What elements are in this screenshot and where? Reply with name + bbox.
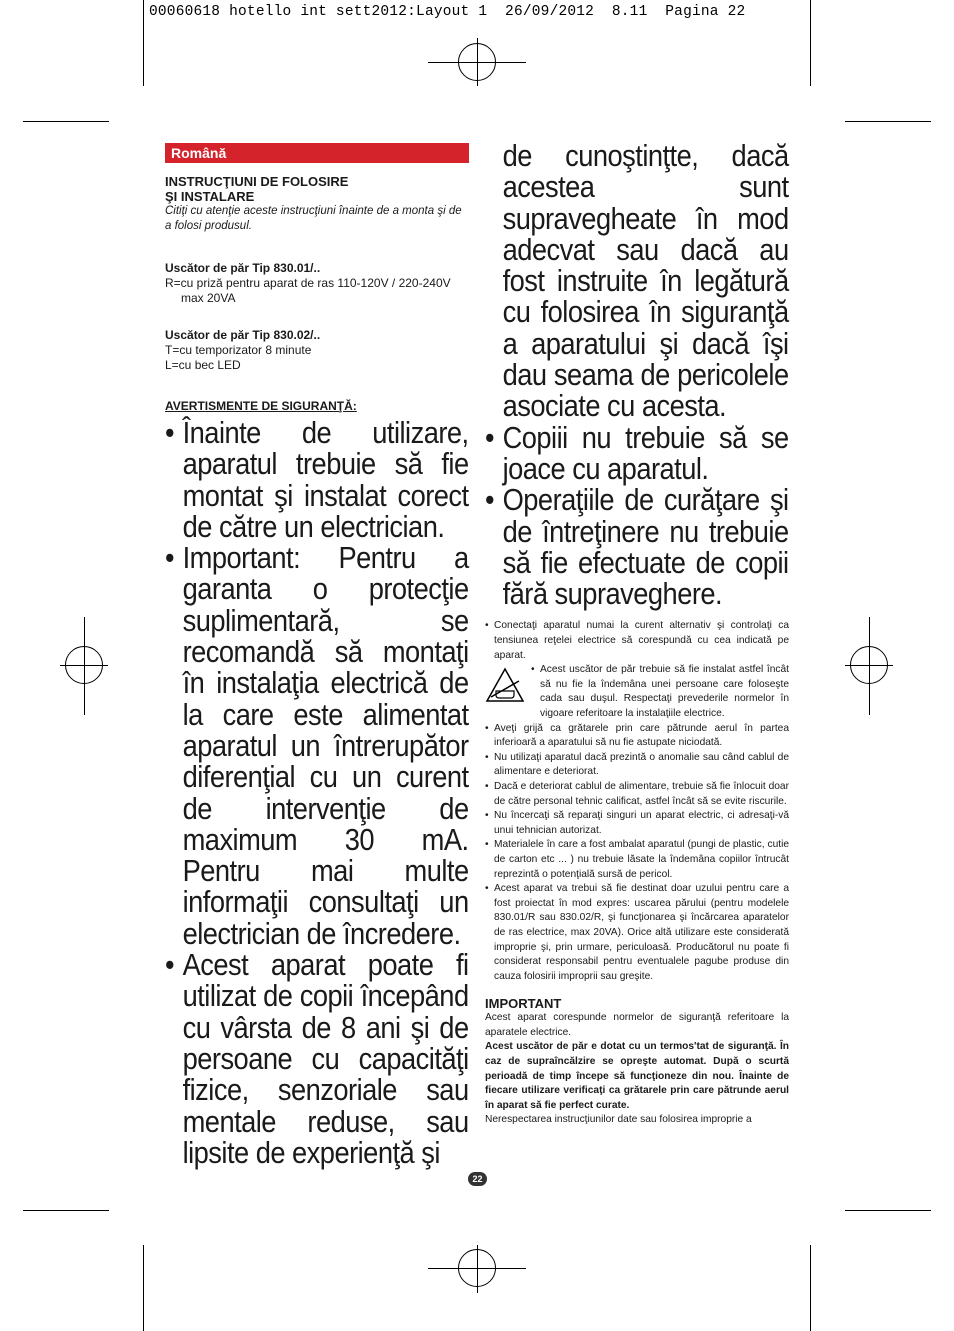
- list-item: • Nu utilizaţi aparatul dacă prezintă o anomalie sau când cablul de alimentare e deteriorat.: [485, 751, 789, 778]
- crop-mark: [845, 121, 931, 122]
- model-1-title: Uscător de păr Tip 830.01/..: [165, 261, 321, 275]
- right-column: [485, 140, 789, 1128]
- crop-mark: [810, 0, 811, 86]
- small-bullet-list: [485, 619, 789, 984]
- crop-mark: [23, 121, 109, 122]
- print-slug: 00060618 hotello int sett2012:Layout 1 26/09/2012 8.11 Pagina 22: [149, 4, 746, 20]
- important-bold-text: Acest uscător de păr e dotat cu un termos'tat de siguranţă. În caz de supraîncălzire se opreşte automat. După o scurtă perioadă de timp începe să funcţioneze din nou. Înainte de fiecare utilizare verificaţi ca grătarele prin care pătrunde aerul în aparat să fie perfect curate.: [485, 1041, 789, 1111]
- crop-mark: [143, 0, 144, 86]
- last-line: Nerespectarea instrucţiunilor date sau folosirea improprie a: [485, 1114, 752, 1126]
- model-1-line: R=cu priză pentru aparat de ras 110-120V / 220-240V: [165, 276, 451, 290]
- list-item: • Copiii nu trebuie să se joace cu aparatul.: [485, 419, 789, 486]
- big-bullet-list: [165, 417, 469, 1168]
- list-item: • Conectaţi aparatul numai la curent alternativ şi controlaţi ca tensiunea reţelei electrice să corespundă cu cea indicată pe aparat.: [485, 620, 789, 661]
- list-item: • Acest uscător de păr trebuie să fie instalat astfel încât să nu fie la îndemâna unei persoane care foloseşte cada sau duşul. Respectaţi prevederile normelor în vigoare referitoare la instalaţiile electrice.: [485, 663, 789, 721]
- left-column: [165, 143, 469, 1168]
- list-item: • Important: Pentru a garanta o protecţie suplimentară, se recomandă să montaţi în instalaţia electrică de la care este alimentat aparatul un întrerupător diferenţial cu un curent de intervenţie de maximum 30 mA. Pentru mai multe informaţii consultaţi un electrician de încredere.: [165, 540, 469, 951]
- section-title: INSTRUCŢIUNI DE FOLOSIRE ŞI INSTALARE: [165, 174, 349, 204]
- list-item: • Aveţi grijă ca grătarele prin care pătrunde aerul în partea inferioară a aparatului să nu fie astupate niciodată.: [485, 722, 789, 749]
- model-2-line: L=cu bec LED: [165, 358, 241, 372]
- warnings-title: AVERTISMENTE DE SIGURANŢĂ:: [165, 399, 357, 413]
- list-item: • Nu încercaţi să reparaţi singuri un aparat electric, ci adresaţi-vă unui tehnician autorizat.: [485, 810, 789, 836]
- list-item: • Acest aparat poate fi utilizat de copii începând cu vârsta de 8 ani şi de persoane cu capacităţi fizice, senzoriale sau mentale reduse, sau lipsite de experienţă şi: [165, 947, 469, 1170]
- list-item: • Înainte de utilizare, aparatul trebuie să fie montat şi instalat corect de către un electrician.: [165, 415, 469, 544]
- model-2-title: Uscător de păr Tip 830.02/..: [165, 328, 321, 342]
- big-bullet-list: [485, 138, 789, 612]
- list-item: de cunoştinţte, dacă acestea sunt supravegheate în mod adecvat sau dacă au fost instruite în legătură cu folosirea în siguranţă a aparatului şi dacă îşi dau seama de pericolele asociate cu acesta.: [502, 138, 789, 424]
- list-item: • Materialele în care a fost ambalat aparatul (pungi de plastic, cutie de carton etc ... ) nu trebuie lăsate la îndemâna copiilor întrucât reprezintă o potenţială sursă de pericol.: [485, 839, 789, 880]
- language-label: Română: [165, 143, 469, 163]
- page-number: 22: [468, 1172, 487, 1186]
- list-item: • Dacă e deteriorat cablul de alimentare, trebuie să fie înlocuit doar de către personal tehnic calificat, astfel încât să se evite riscurile.: [485, 780, 789, 807]
- important-title: IMPORTANT: [485, 996, 562, 1012]
- list-item: • Acest aparat va trebui să fie destinat doar uzului pentru care a fost proiectat în mod expres: uscarea părului (pentru modelele 830.01/R sau 830.02/R, şi funcţionarea şi încărcarea aparatelor de ras electrice, max 20VA). Orice altă utilizare este considerată improprie şi, prin urmare, periculoasă. Producătorul nu poate fi considerat responsabil pentru eventualele pagube produse din cauza folosirii improprii sau greşite.: [485, 883, 789, 982]
- list-item: • Operaţiile de curăţare şi de întreţinere nu trebuie să fie efectuate de copii fără supraveghere.: [485, 482, 789, 612]
- important-text: Acest aparat corespunde normelor de siguranţă referitoare la aparatele electrice.: [485, 1012, 789, 1038]
- crop-mark: [845, 1210, 931, 1211]
- model-1-line: max 20VA: [181, 291, 236, 305]
- crop-mark: [23, 1210, 109, 1211]
- bathtub-warning-icon: [485, 663, 531, 721]
- crop-mark: [810, 1245, 811, 1331]
- model-2-line: T=cu temporizator 8 minute: [165, 343, 312, 357]
- intro-text: Citiţi cu atenţie aceste instrucţiuni înainte de a monta şi de a folosi produsul.: [165, 205, 462, 232]
- crop-mark: [143, 1245, 144, 1331]
